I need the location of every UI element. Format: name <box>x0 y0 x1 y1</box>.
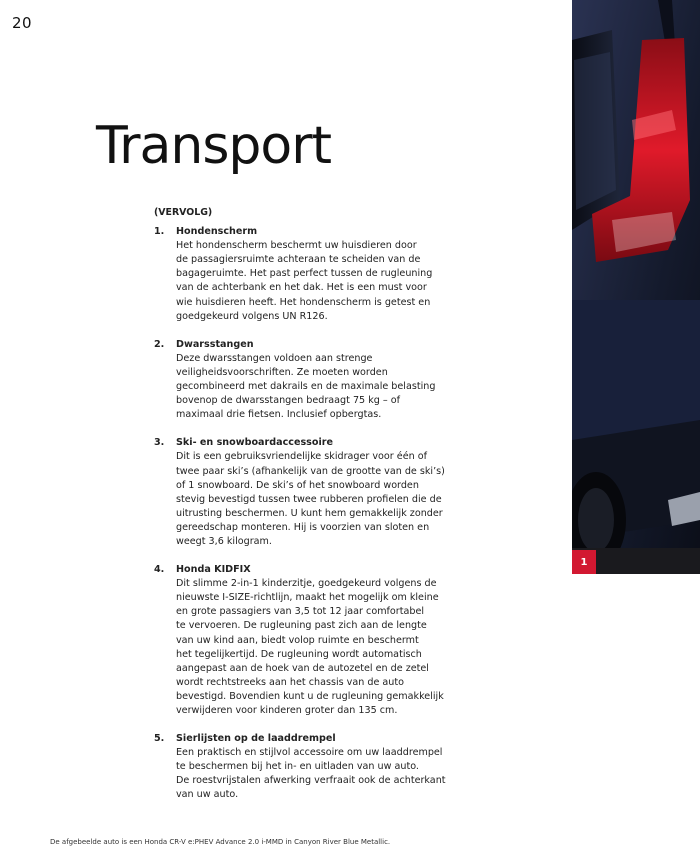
section-number: 2. <box>154 338 165 350</box>
section-4 <box>154 563 454 718</box>
section-number: 1. <box>154 226 165 238</box>
car-rear-photo <box>572 0 700 574</box>
section-text: Deze dwarsstangen voldoen aan strenge veiligheidsvoorschriften. Ze moeten worden gecombineerd met dakrails en de maximale belasting bovenop de dwarsstangen bedraagt 75 kg – of maximaal drie fietsen. Inclusief opbergtas. <box>176 352 436 421</box>
section-heading: Hondenscherm <box>176 226 258 238</box>
section-heading: Honda KIDFIX <box>176 564 251 576</box>
page-title: Transport <box>96 116 332 176</box>
section-heading: Sierlijsten op de laaddrempel <box>176 733 336 745</box>
section-3 <box>154 436 454 549</box>
section-number: 3. <box>154 437 165 449</box>
subtitle: (VERVOLG) <box>154 207 213 218</box>
section-heading: Dwarsstangen <box>176 338 254 350</box>
section-text: Dit slimme 2-in-1 kinderzitje, goedgekeurd volgens de nieuwste I-SIZE-richtlijn, maakt het mogelijk om kleine en grote passagiers van 3,5 tot 12 jaar comfortabel te vervoeren. De rugleuning past zich aan de lengte van uw kind aan, biedt volop ruimte en beschermt het tegelijkertijd. De rugleuning wordt automatisch aangepast aan de hoek van de autozetel en de zetel wordt rechtstreeks aan het chassis van de auto bevestigd. Bovendien kunt u de rugleuning gemakkelijk verwijderen voor kinderen groter dan 135 cm. <box>176 578 444 716</box>
footer-caption: De afgebeelde auto is een Honda CR-V e:PHEV Advance 2.0 i-MMD in Canyon River Blue Metallic. <box>50 838 391 846</box>
section-1 <box>154 225 454 324</box>
car-rear-illustration <box>572 0 700 574</box>
section-number: 4. <box>154 564 165 576</box>
content-column <box>154 206 454 817</box>
section-text: Dit is een gebruiksvriendelijke skidrager voor één of twee paar ski’s (afhankelijk van de grootte van de ski’s) of 1 snowboard. De ski’s of het snowboard worden stevig bevestigd tussen twee rubberen profielen die de uitrusting beschermen. U kunt hem gemakkelijk zonder gereedschap monteren. Hij is voorzien van sloten en weegt 3,6 kilogram. <box>176 451 445 547</box>
section-number: 5. <box>154 733 165 745</box>
section-2 <box>154 338 454 423</box>
section-heading: Ski- en snowboardaccessoire <box>176 437 333 449</box>
section-5 <box>154 732 454 802</box>
page-number: 20 <box>12 14 33 32</box>
section-text: Het hondenscherm beschermt uw huisdieren door de passagiersruimte achteraan te scheiden van de bagageruimte. Het past perfect tussen de rugleuning van de achterbank en het dak. Het is een must voor wie huisdieren heeft. Het hondenscherm is getest en goedgekeurd volgens UN R126. <box>176 240 433 322</box>
section-text: Een praktisch en stijlvol accessoire om uw laaddrempel te beschermen bij het in- en uitladen van uw auto. De roestvrijstalen afwerking verfraait ook de achterkant van uw auto. <box>176 747 446 801</box>
image-number-badge: 1 <box>572 550 596 574</box>
